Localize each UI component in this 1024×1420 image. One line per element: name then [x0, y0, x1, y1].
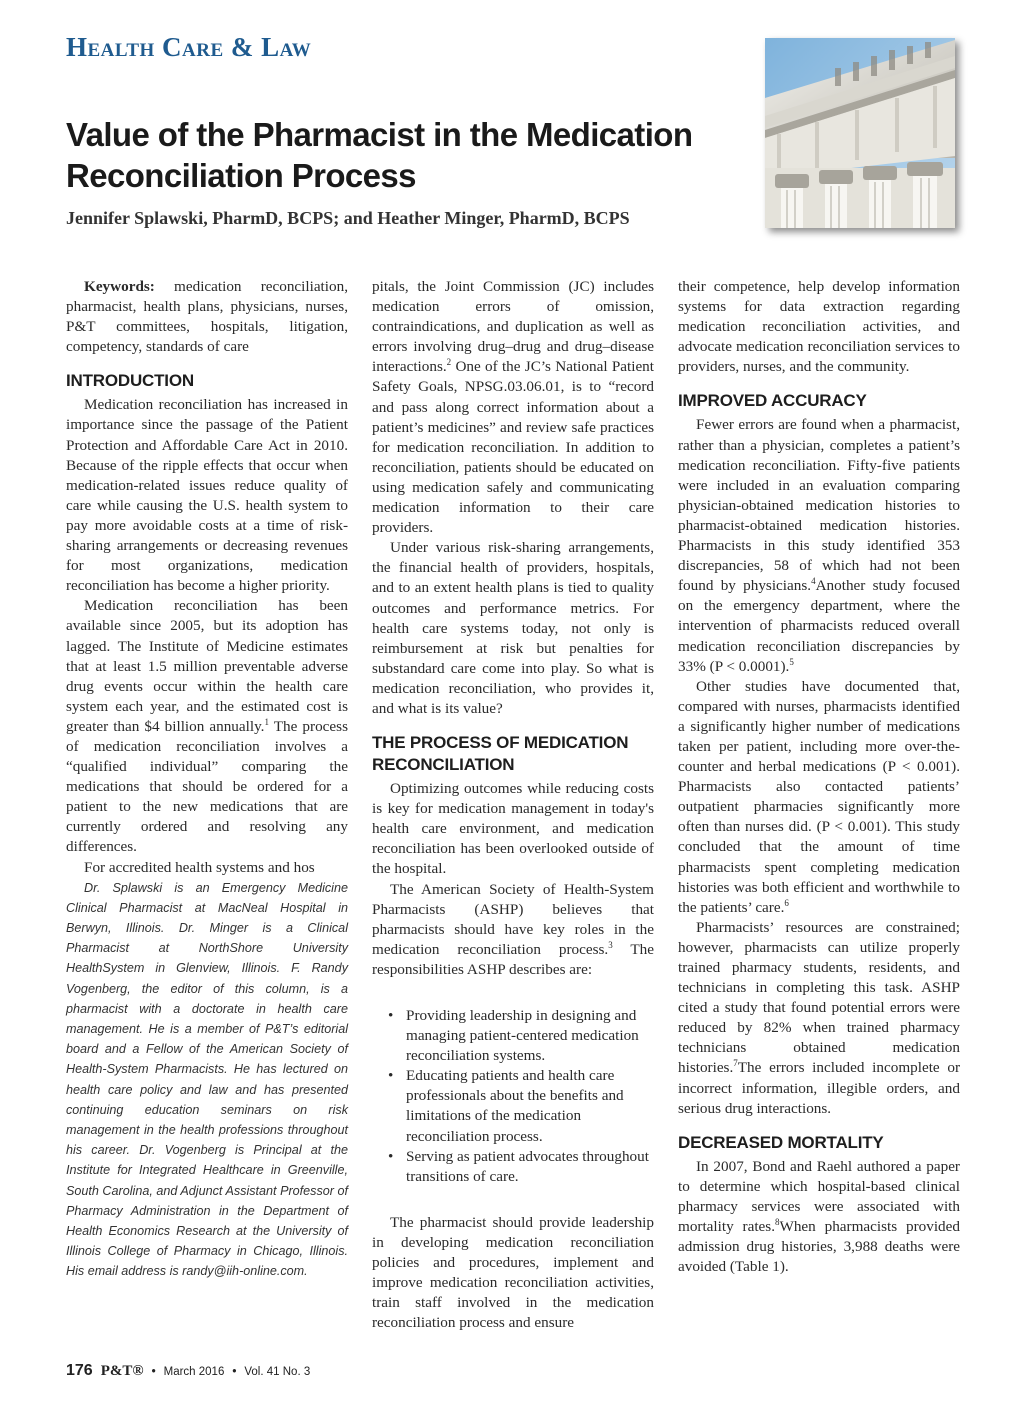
mortality-paragraph-1: In 2007, Bond and Raehl authored a paper to determine which hospital-based clinical pharmacy services were associated with mortality rates.$^8$When pharmacists provided admission drug histories, 3,988 deaths were avoided (Table 1). — [678, 1157, 960, 1276]
intro-paragraph-4: Under various risk-sharing arrangements, the financial health of providers, hospitals, and to an extent health plans is tied to quality outcomes and performance metrics. For health care systems today, not only is reimbursement at risk but penalties for substandard care come into play. So what is medication reconciliation, who provides it, and what is its value? — [372, 539, 654, 717]
intro-heading: INTRODUCTION — [66, 371, 194, 391]
accuracy-heading: IMPROVED ACCURACY — [678, 391, 867, 411]
mortality-heading: DECREASED MORTALITY — [678, 1132, 884, 1152]
section-tag: Health Care & Law — [66, 32, 312, 62]
intro-paragraph-1: Medication reconciliation has increased in importance since the passage of the Patient Protection and Affordable Care Act in 2010. Because of the ripple effects that occur when medication-related issues reduce quality of care while causing the U.S. health system to pay more avoidable costs at a time of risk-sharing arrangements or decreasing revenues for most organizations, medication reconciliation has become a higher priority. — [66, 396, 348, 595]
keywords-text: medication reconciliation, pharmacist, health plans, physicians, nurses, P&T committees, hospitals, litigation, competency, standards of care — [66, 278, 348, 356]
journal-name: P&T® — [100, 1363, 144, 1379]
ref-1: 1 — [264, 716, 269, 727]
ref-6: 6 — [784, 897, 789, 908]
keywords-label: Keywords: — [84, 278, 155, 295]
bullet-icon: • — [388, 1007, 394, 1024]
process-paragraph-3-start: The pharmacist should provide leadership in developing medication reconciliation policies and procedures, implement and improve medication reconciliation activities, train staff involved in the medication reconciliation process and ensure — [372, 1213, 654, 1332]
accuracy-paragraph-1: Fewer errors are found when a pharmacist, rather than a physician, completes a patient’s medication reconciliation. Fifty-five patients were included in an evaluation comparing physician-obtained medication histories to pharmacist-obtained medication histories. Pharmacists in this study identified 353 discrepancies, 58 of which had not been found by physicians.$^4$Another study focused on the emergency department, where the intervention of pharmacists reduced overall medication reconciliation discrepancies by 33% (P < 0.0001).$^5$ — [678, 416, 960, 675]
column-3 — [678, 277, 960, 1277]
column-2 — [372, 277, 654, 1333]
ref-2: 2 — [446, 357, 452, 368]
list-item: • Serving as patient advocates throughout transitions of care. — [388, 1147, 649, 1185]
footer-separator: • — [151, 1366, 156, 1378]
ref-4: 4 — [811, 576, 816, 587]
article-title: Value of the Pharmacist in the Medication Reconciliation Process — [66, 116, 693, 194]
intro-paragraph-2: Medication reconciliation has been available since 2005, but its adoption has lagged. The Institute of Medicine estimates that at least 1.5 million preventable adverse drug events occur within the health care system each year, and the estimated cost is greater than $4 billion annually.$^1$ The process of medication reconciliation involves a “qualified individual” comparing the medications that should be ordered for a patient to the new medications that are currently ordered and resolving any differences. — [66, 597, 348, 856]
footer-separator: • — [232, 1366, 237, 1378]
bullet-icon: • — [388, 1067, 394, 1085]
column-1 — [66, 277, 348, 1282]
ref-8: 8 — [775, 1216, 780, 1227]
volume-issue: Vol. 41 No. 3 — [244, 1366, 311, 1378]
keywords — [66, 277, 348, 357]
courthouse-facade-photo — [765, 38, 955, 228]
intro-paragraph-3: pitals, the Joint Commission (JC) includes medication errors of omission, contraindications, and duplication as well as errors involving drug–drug and drug–disease interactions.$^2$ One of the JC’s National Patient Safety Goals, NPSG.03.06.01, is to “record and pass along correct information about a patient’s medicines” and review safe practices for medication reconciliation. In addition to reconciliation, patients should be educated on using medication safely and communicating medication information to their care providers. — [372, 278, 654, 537]
process-paragraph-2: The American Society of Health-System Pharmacists (ASHP) believes that pharmacists should have key roles in the medication reconciliation process.$^3$ The responsibilities ASHP describes are: — [372, 880, 654, 978]
intro-paragraph-3-start: For accredited health systems and hos — [84, 858, 315, 876]
issue-date: March 2016 — [163, 1366, 225, 1378]
page-number: 176 — [66, 1362, 93, 1379]
author-bio: Dr. Splawski is an Emergency Medicine Clinical Pharmacist at MacNeal Hospital in Berwyn, Illinois. Dr. Minger is a Clinical Pharmacist at NorthShore University HealthSystem in Glenview, Illinois. F. Randy Vogenberg, the editor of this column, is a pharmacist with a doctorate in health care management. He is a member of P&T’s editorial board and a Fellow of the American Society of Health-System Pharmacists. He has lectured on health care policy and law and has presented continuing education seminars on risk management in the health professions throughout his career. Dr. Vogenberg is Principal at the Institute for Integrated Healthcare in Greenville, South Carolina, and Adjunct Assistant Professor of Pharmacy Administration in the Department of Health Economics Research at the University of Illinois College of Pharmacy in Chicago, Illinois. His email address is randy@iih-online.com. — [66, 880, 348, 1279]
article-authors: Jennifer Splawski, PharmD, BCPS; and Heather Minger, PharmD, BCPS — [66, 208, 630, 228]
responsibility-list — [372, 1006, 654, 1187]
ref-3: 3 — [608, 939, 613, 950]
list-item: • Educating patients and health care professionals about the benefits and limitations of the medication reconciliation process. — [388, 1067, 624, 1145]
accuracy-paragraph-2: Other studies have documented that, compared with nurses, pharmacists identified a significantly higher number of medications taken per patient, including more over-the-counter and herbal medications (P < 0.001). Pharmacists also contacted patients’ outpatient pharmacies significantly more often than nurses did. (P < 0.001). This study concluded that the amount of time pharmacists spent completing medication histories was both efficient and worthwhile to the patients’ care.$^6$ — [678, 677, 960, 916]
page-footer — [66, 1362, 310, 1380]
process-paragraph-3: their competence, help develop information systems for data extraction regarding medication reconciliation activities, and advocate medication reconciliation services to providers, nurses, and the community. — [678, 278, 960, 376]
process-paragraph-1: Optimizing outcomes while reducing costs is key for medication management in today's health care environment, and medication reconciliation has been overlooked outside of the hospital. — [372, 780, 654, 878]
bullet-icon: • — [388, 1147, 394, 1165]
process-heading: THE PROCESS OF MEDICATION RECONCILIATION — [372, 733, 629, 775]
ref-5: 5 — [789, 656, 794, 667]
ref-7: 7 — [733, 1058, 738, 1069]
accuracy-paragraph-3: Pharmacists’ resources are constrained; however, pharmacists can utilize properly trained pharmacy students, residents, and technicians in completing this task. ASHP cited a study that found potential errors were reduced by 82% when trained pharmacy technicians obtained medication histories.$^7$The errors included incomplete or incorrect information, illegible orders, and serious drug interactions. — [678, 918, 960, 1117]
list-item: • Providing leadership in designing and managing patient-centered medication reconciliation systems. — [388, 1007, 639, 1065]
